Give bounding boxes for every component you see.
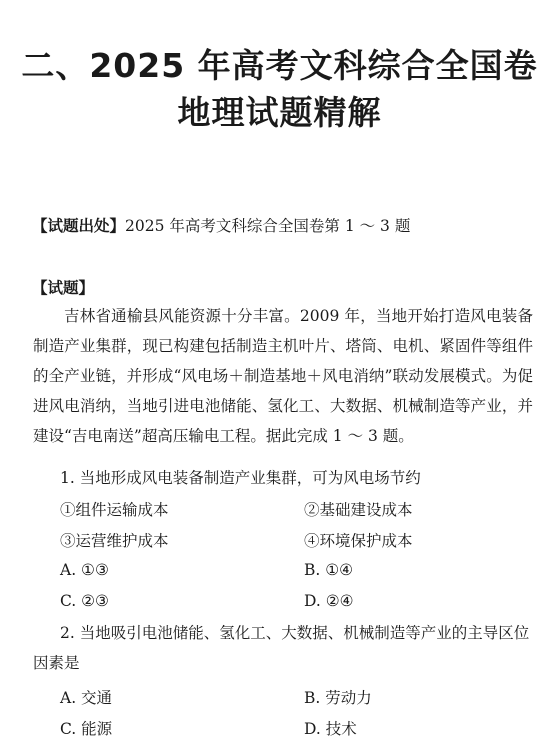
q2-option-b: B. 劳动力 — [304, 689, 372, 707]
q1-item-4: ④环境保护成本 — [304, 532, 413, 550]
source-line — [32, 214, 532, 236]
source-label: 【试题出处】 — [32, 217, 126, 235]
q1-stem: 1. 当地形成风电装备制造产业集群，可为风电场节约 — [60, 469, 421, 487]
q1-item-1: ①组件运输成本 — [60, 501, 169, 519]
q1-option-b: B. ①④ — [304, 561, 354, 579]
q2-option-c: C. 能源 — [60, 720, 113, 738]
page-title-line2: 地理试题精解 — [177, 93, 382, 132]
page-title-line1: 二、2025 年高考文科综合全国卷 — [21, 46, 538, 85]
q1-option-a: A. ①③ — [60, 561, 109, 579]
q1-item-2: ②基础建设成本 — [304, 501, 413, 519]
q1-option-c: C. ②③ — [60, 592, 109, 610]
q1-item-3: ③运营维护成本 — [60, 532, 169, 550]
question-label: 【试题】 — [32, 279, 95, 297]
q1-option-d: D. ②④ — [304, 592, 354, 610]
q2-stem: 2. 当地吸引电池储能、氢化工、大数据、机械制造等产业的主导区位因素是 — [33, 624, 530, 672]
passage-text: 吉林省通榆县风能资源十分丰富。2009 年，当地开始打造风电装备制造产业集群，现已构建包括制造主机叶片、塔筒、电机、紧固件等组件的全产业链，并形成“风电场＋制造基地＋风电消纳”联动发展模式。为促进风电消纳，当地引进电池储能、氢化工、大数据、机械制造等产业，并建设“吉电南送”超高压输电工程。据此完成 1 ～ 3 题。 — [33, 307, 533, 445]
q2-option-d: D. 技术 — [304, 720, 357, 738]
q2-option-a: A. 交通 — [60, 689, 113, 707]
source-text: 2025 年高考文科综合全国卷第 1 ～ 3 题 — [125, 217, 411, 235]
